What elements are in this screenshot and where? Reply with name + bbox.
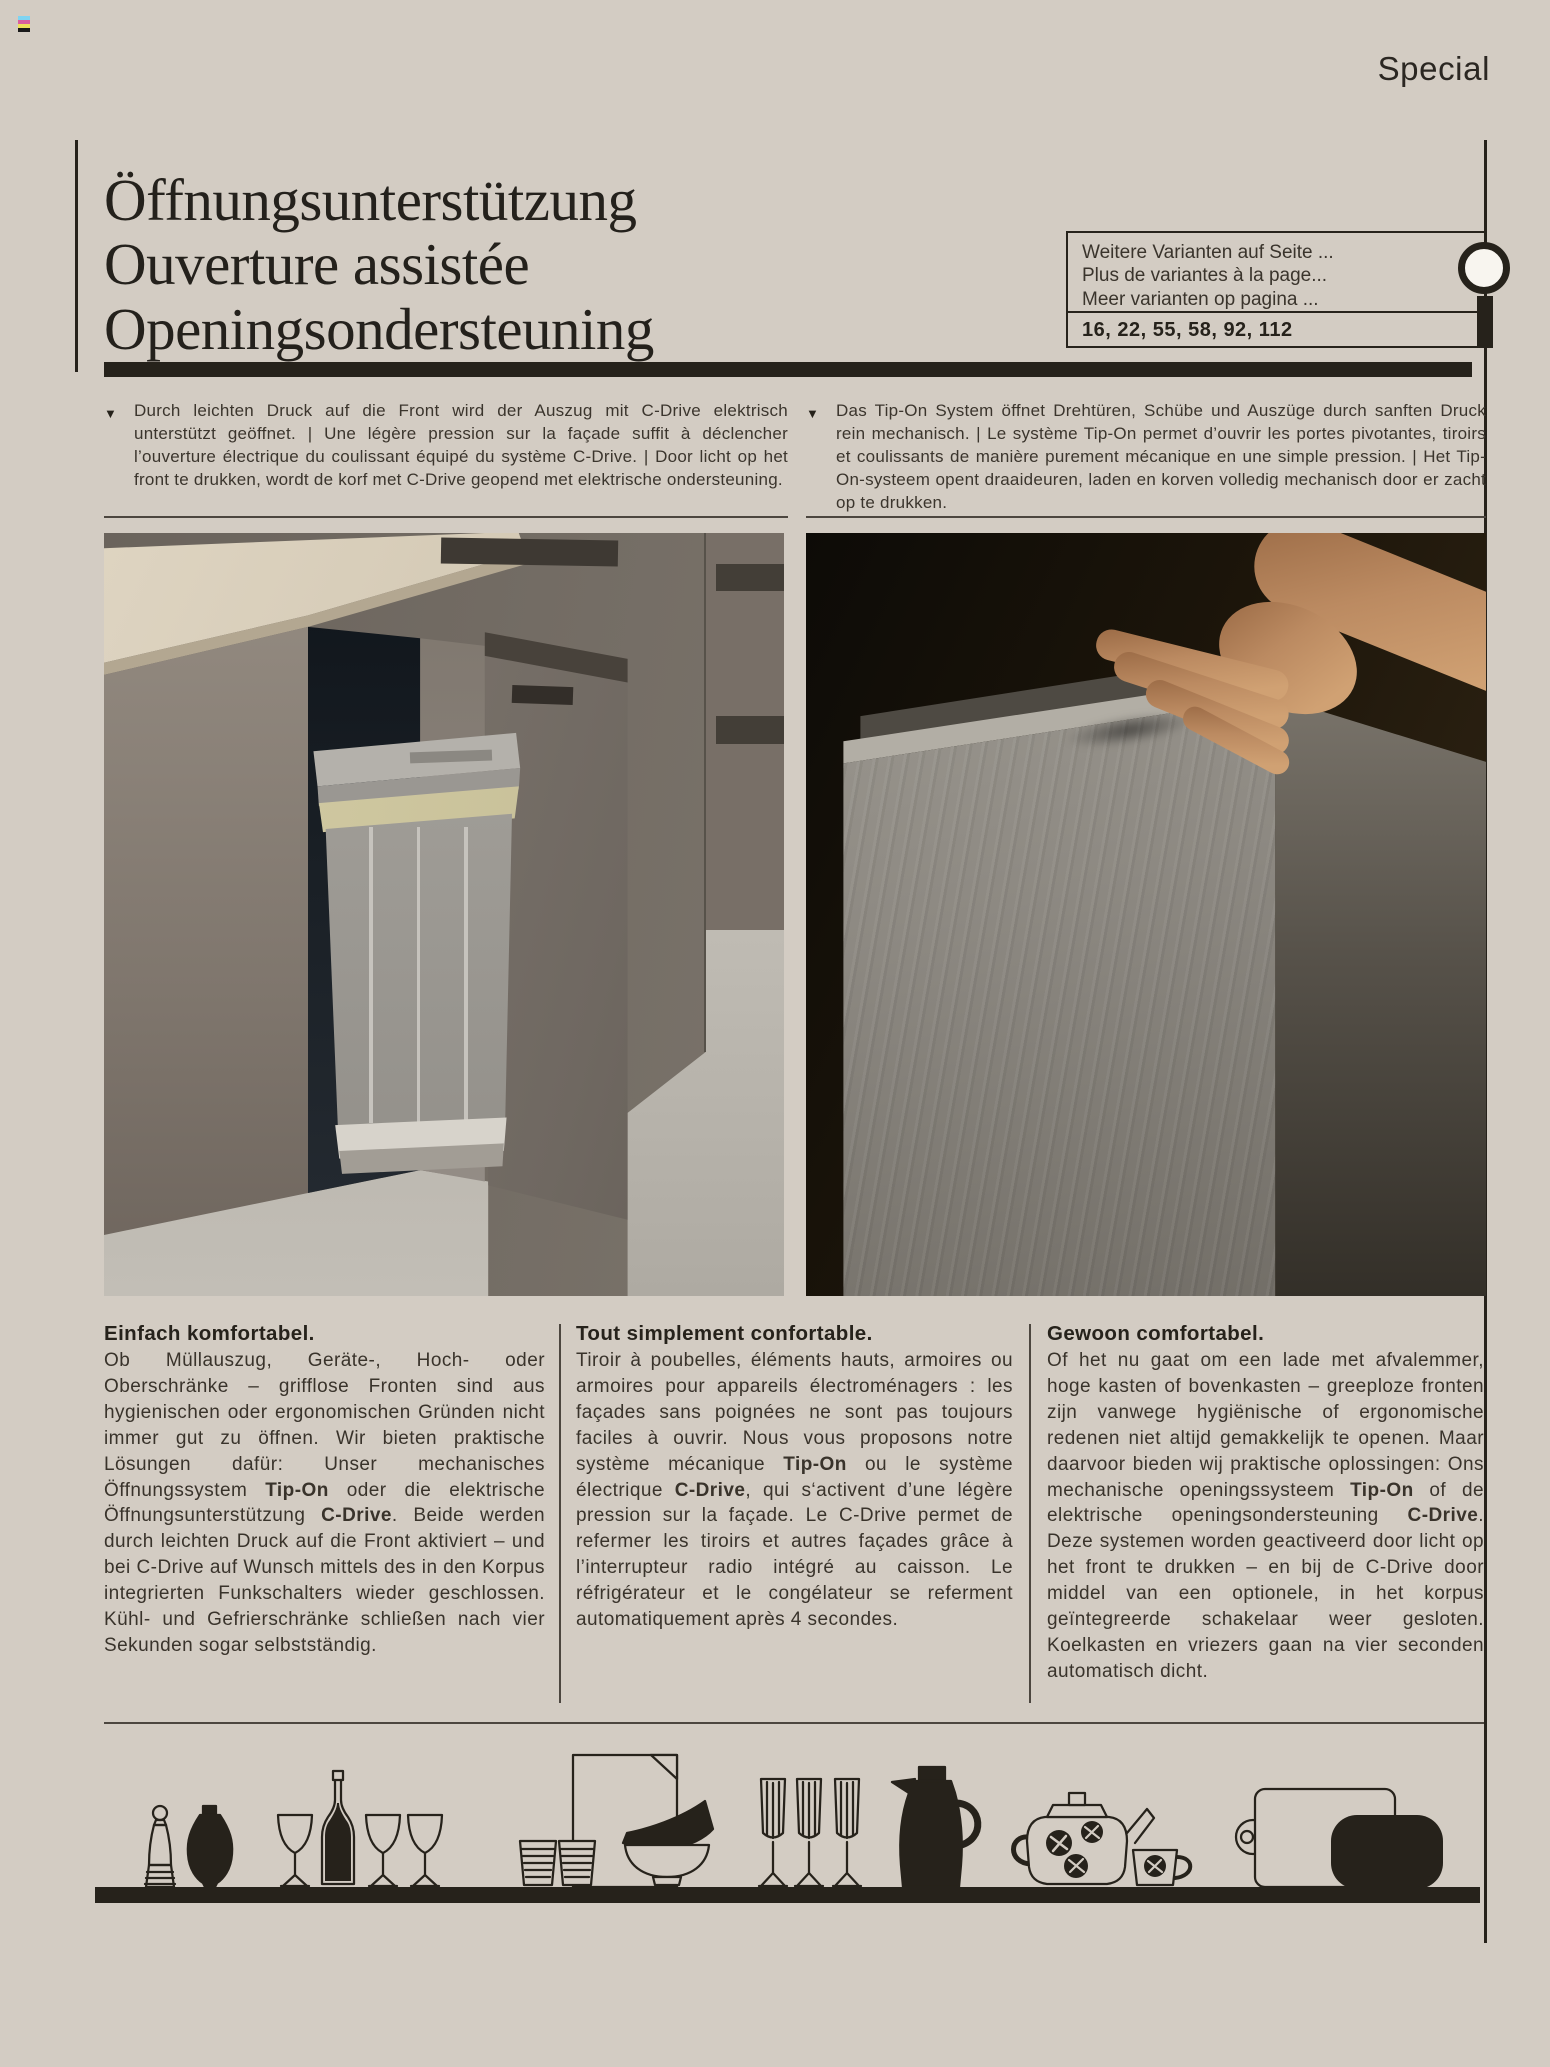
caption-column-de xyxy=(104,1320,545,1659)
intro-rule-left xyxy=(104,516,788,518)
column-divider xyxy=(559,1324,561,1703)
caption-column-fr xyxy=(576,1320,1013,1633)
magnifier-lens xyxy=(1458,242,1510,294)
caption-body-fr: Tiroir à poubelles, éléments hauts, armoires ou armoires pour appareils électroménagers : les façades sans poignées ne sont pas toujours faciles à ouvrir. Nous vous proposons notre système mécanique Tip-On ou le système électrique C-Drive, qui s‘activent d’une légère pression sur la façade. Le C-Drive permet de refermer les tiroirs et autres façades grâce à l’interrupteur radio intégré au caisson. Le réfrigérateur et le congélateur se referment automatiquement après 4 secondes. xyxy=(576,1350,1013,1631)
tumbler-icon xyxy=(559,1841,595,1885)
variants-line-fr: Plus de variantes à la page... xyxy=(1082,265,1328,287)
intro-text-cdrive: Durch leichten Druck auf die Front wird der Auszug mit C-Drive elektrisch unterstützt geöffnet. | Une légère pression sur la façade suffit à déclencher l’ouverture électrique du coulissant équipé du système C-Drive. | Door licht op het front te drukken, wordt de korf met C-Drive geopend met elektrische ondersteuning. xyxy=(134,401,788,489)
title-underline-bar xyxy=(104,362,1472,377)
bottom-rule xyxy=(104,1722,1484,1724)
shelf-bar xyxy=(95,1887,1480,1903)
caption-heading-nl: Gewoon comfortabel. xyxy=(1047,1322,1265,1345)
pullout-handle xyxy=(512,685,574,705)
bin-rail xyxy=(369,827,372,1123)
caption-body-de: Ob Müllauszug, Geräte-, Hoch- oder Oberschränke – grifflose Fronten sind aus hygienischen oder ergonomischen Gründen nicht immer gut zu öffnen. Wir bieten praktische Lösungen dafür: Unser mechanisches Öffnungssystem Tip-On oder die elektrische Öffnungsunterstützung C-Drive. Beide werden durch leichten Druck auf die Front aktiviert – und bei C-Drive auf Wunsch mittels des in den Korpus integrierten Funkschalters wieder geschlossen. Kühl- und Gefrierschränke schließen nach vier Sekunden sogar selbstständig. xyxy=(104,1350,545,1656)
tumbler-icon xyxy=(520,1841,556,1885)
drawer-handle xyxy=(716,716,784,743)
intro-text-tipon: Das Tip-On System öffnet Drehtüren, Schübe und Auszüge durch sanften Druck rein mechanisch. | Le système Tip-On permet d’ouvrir les portes pivotantes, tiroirs et coulissants de manière purement mécanique en une simple pression. | Het Tip-On-systeem opent draaideuren, laden en korven volledig mechanisch door er zacht op te drukken. xyxy=(836,401,1486,512)
drawer-handle xyxy=(716,564,784,591)
magnifier-icon xyxy=(1455,242,1517,352)
magnifier-handle xyxy=(1477,296,1493,348)
wine-glass-icon xyxy=(278,1815,312,1886)
intro-rule-right xyxy=(806,516,1486,518)
bin-rail xyxy=(417,827,420,1123)
caption-body-nl: Of het nu gaat om een lade met afvalemmer, hoge kasten of bovenkasten – greeploze fronten zijn vanwege hygiënische of ergonomische redenen niet altijd gemakkelijk te openen. Maar daarvoor bieden wij praktische oplossingen: Ons mechanische openingssysteem Tip-On of de elektrische openingsondersteuning C-Drive. Deze systemen worden geactiveerd door licht op het front te drukken – en bij de C-Drive door middel van een optionele, in het korpus geïntegreerde schakelaar weer gesloten. Koelkasten en vriezers gaan na vier seconden automatisch dicht. xyxy=(1047,1350,1484,1682)
title-rule xyxy=(75,140,78,372)
triangle-marker-icon: ▼ xyxy=(104,406,118,421)
champagne-flutes-icon xyxy=(759,1779,861,1886)
variants-line-nl: Meer varianten op pagina ... xyxy=(1082,288,1319,310)
thermos-jug-icon xyxy=(892,1767,978,1887)
hand-icon xyxy=(806,533,1486,1296)
title-line-fr: Ouverture assistée xyxy=(104,231,530,298)
caption-column-nl xyxy=(1047,1320,1484,1685)
column-divider xyxy=(1029,1324,1031,1703)
photo-waste-pullout xyxy=(104,533,784,1296)
section-label: Special xyxy=(1377,50,1490,87)
decanter-icon xyxy=(188,1806,232,1887)
wine-glass-icon xyxy=(408,1815,442,1886)
rail-handle xyxy=(440,538,617,567)
caption-heading-fr: Tout simplement confortable. xyxy=(576,1322,873,1345)
kitchen-shelf-illustration xyxy=(95,1745,1485,1905)
title-line-nl: Openingsondersteuning xyxy=(104,296,654,363)
tea-cup-icon xyxy=(1133,1850,1190,1885)
variants-line-de: Weitere Varianten auf Seite ... xyxy=(1082,242,1334,263)
wine-bottle-icon xyxy=(322,1771,354,1884)
pepper-mill-icon xyxy=(145,1806,175,1887)
variants-divider xyxy=(1068,311,1484,313)
intro-paragraph-cdrive xyxy=(104,399,788,491)
variants-box xyxy=(1066,231,1486,348)
wine-glass-icon xyxy=(366,1815,400,1886)
intro-paragraph-tipon xyxy=(806,399,1486,514)
variants-page-numbers: 16, 22, 55, 58, 92, 112 xyxy=(1082,319,1293,341)
teapot-icon xyxy=(1014,1793,1155,1884)
triangle-marker-icon: ▼ xyxy=(806,406,820,421)
title-line-de: Öffnungsunterstützung xyxy=(104,166,637,233)
photo-tipon-hand xyxy=(806,533,1486,1296)
caption-heading-de: Einfach komfortabel. xyxy=(104,1322,315,1345)
print-registration-mark xyxy=(18,16,30,32)
page-title xyxy=(104,168,1084,363)
pot-icon xyxy=(1331,1815,1443,1889)
cabinet-seam xyxy=(704,533,706,1052)
bin-rail xyxy=(464,827,467,1123)
